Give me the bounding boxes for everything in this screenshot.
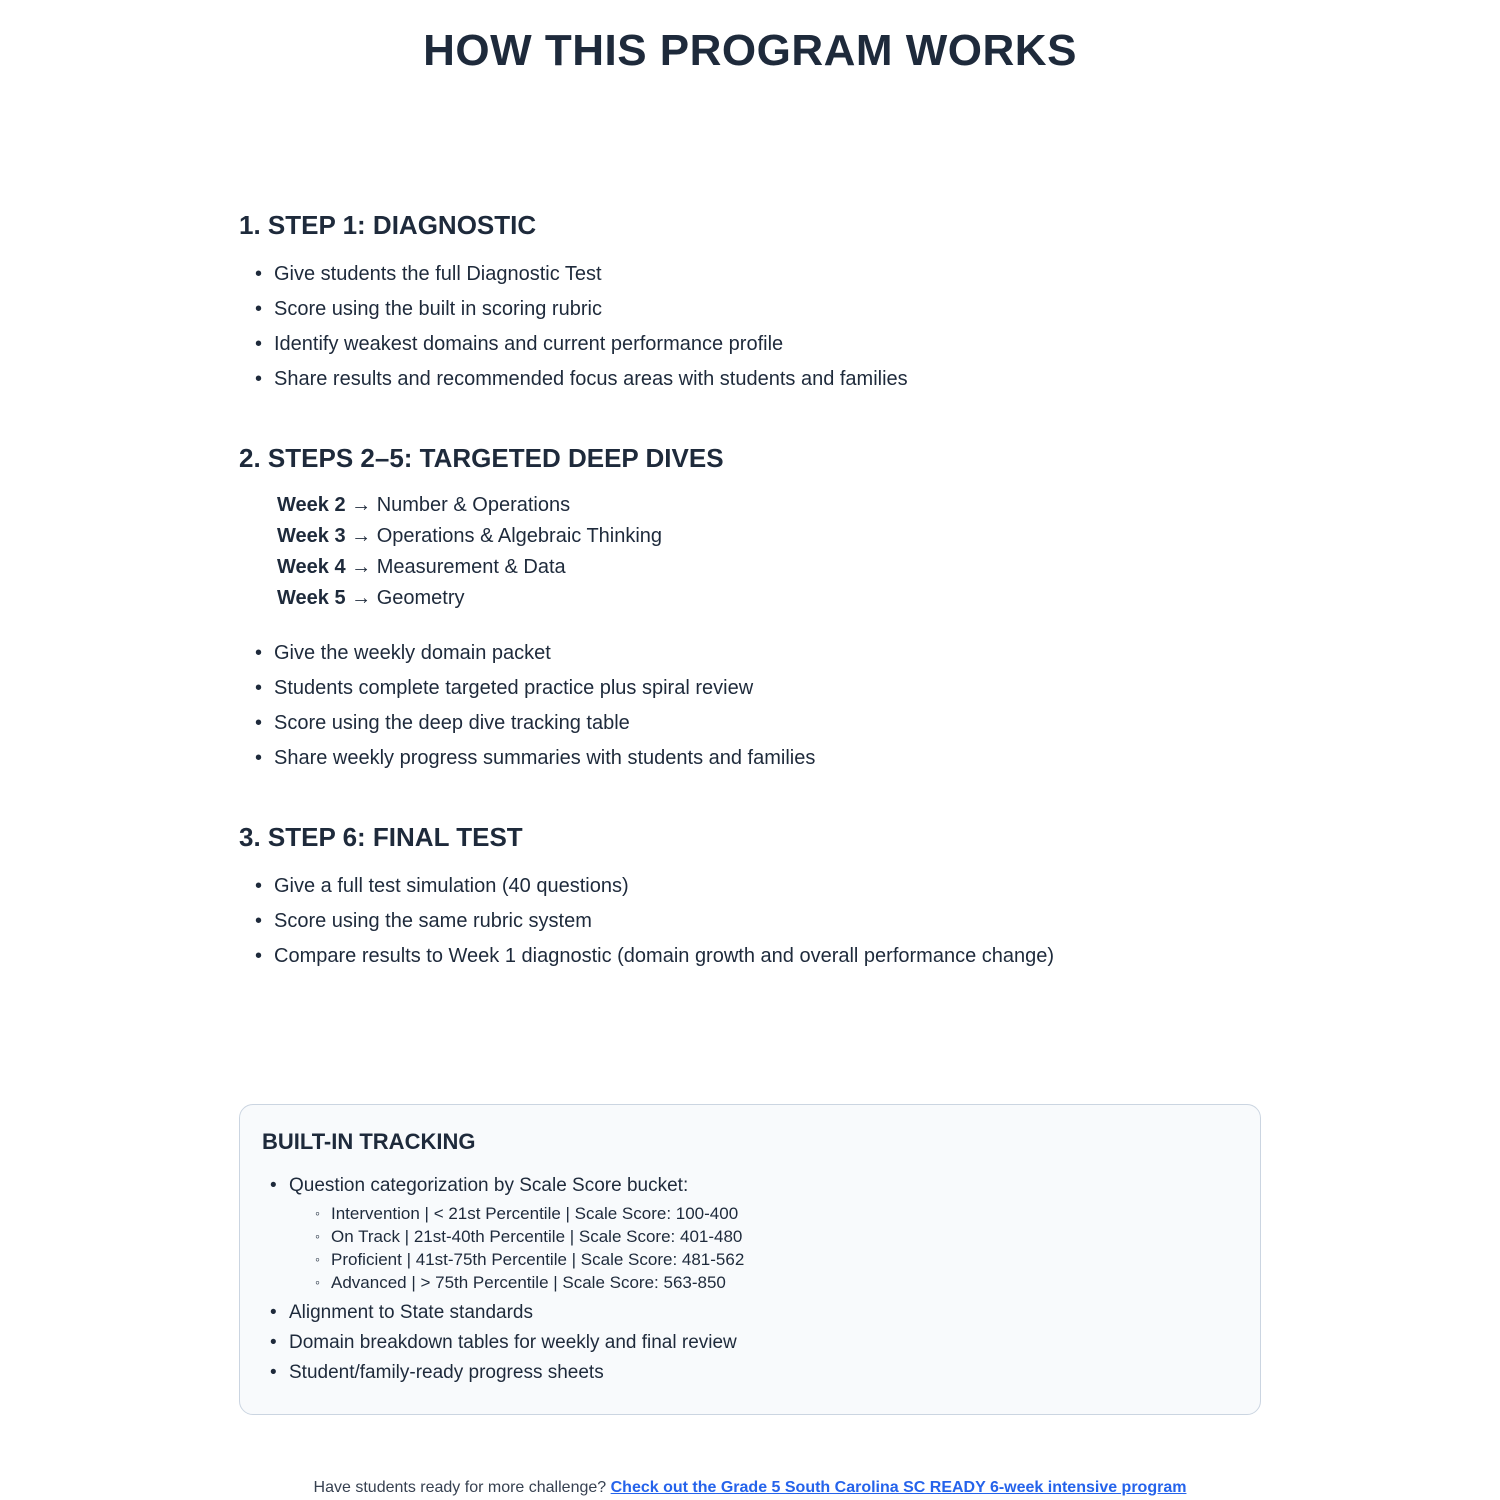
section-title: STEP 6: FINAL TEST xyxy=(267,822,523,852)
section-title: STEP 1: DIAGNOSTIC xyxy=(267,210,537,240)
bullet-item: • Give a full test simulation (40 questions) xyxy=(255,869,1261,904)
bullet-item: • Share results and recommended focus areas with students and families xyxy=(255,362,1261,397)
bullet-item: • Score using the built in scoring rubric xyxy=(255,292,1261,327)
section-number: 1. xyxy=(239,210,261,240)
section-heading xyxy=(239,822,1261,853)
page-title: HOW THIS PROGRAM WORKS xyxy=(423,26,1077,75)
section-step-6-final-test xyxy=(239,822,1261,974)
week-topic: → Geometry xyxy=(351,587,465,609)
tracking-panel-heading: BUILT-IN TRACKING xyxy=(262,1129,476,1154)
bullet-item: • Share weekly progress summaries with students and families xyxy=(255,741,1261,776)
footer-prompt: Have students ready for more challenge? xyxy=(313,1479,607,1496)
week-mapping xyxy=(277,490,1261,521)
scale-score-bucket-intro: Question categorization by Scale Score bucket: xyxy=(289,1175,689,1196)
score-bucket-item: ◦ Advanced | > 75th Percentile | Scale Score: 563-850 xyxy=(315,1271,1234,1294)
bullet-list xyxy=(239,869,1261,974)
section-number: 2. xyxy=(239,443,261,473)
bullet-item: • Students complete targeted practice plus spiral review xyxy=(255,671,1261,706)
bullet-list xyxy=(239,636,1261,776)
week-label: Week 5 xyxy=(277,587,346,609)
week-label: Week 4 xyxy=(277,556,346,578)
week-topic: → Operations & Algebraic Thinking xyxy=(351,525,663,547)
footer xyxy=(239,1479,1261,1497)
score-bucket-list xyxy=(289,1202,1234,1294)
section-steps-2-5-deep-dives xyxy=(239,443,1261,776)
sections-list xyxy=(239,210,1261,974)
week-schedule xyxy=(277,490,1261,614)
section-title: STEPS 2–5: TARGETED DEEP DIVES xyxy=(267,443,724,473)
bullet-item: • Score using the deep dive tracking table xyxy=(255,706,1261,741)
tracking-bullet-item: • Alignment to State standards xyxy=(270,1298,1234,1328)
score-bucket-item: ◦ On Track | 21st-40th Percentile | Scale Score: 401-480 xyxy=(315,1225,1234,1248)
week-mapping xyxy=(277,552,1261,583)
section-number: 3. xyxy=(239,822,261,852)
bullet-item: • Identify weakest domains and current performance profile xyxy=(255,327,1261,362)
score-bucket-item: ◦ Proficient | 41st-75th Percentile | Scale Score: 481-562 xyxy=(315,1248,1234,1271)
bullet-item: • Score using the same rubric system xyxy=(255,904,1261,939)
tracking-bullet-list xyxy=(262,1171,1234,1388)
section-heading xyxy=(239,210,1261,241)
intensive-program-link[interactable]: Check out the Grade 5 South Carolina SC READY 6-week intensive program xyxy=(610,1479,1187,1496)
bullet-item: • Give the weekly domain packet xyxy=(255,636,1261,671)
page-container xyxy=(239,0,1261,1497)
section-step-1-diagnostic xyxy=(239,210,1261,397)
week-topic: → Number & Operations xyxy=(351,494,571,516)
built-in-tracking-panel xyxy=(239,1104,1261,1415)
week-topic: → Measurement & Data xyxy=(351,556,566,578)
week-label: Week 2 xyxy=(277,494,346,516)
bullet-item: • Compare results to Week 1 diagnostic (domain growth and overall performance change) xyxy=(255,939,1261,974)
tracking-bullet-item: • Domain breakdown tables for weekly and final review xyxy=(270,1328,1234,1358)
tracking-bullet-item: • Student/family-ready progress sheets xyxy=(270,1358,1234,1388)
week-label: Week 3 xyxy=(277,525,346,547)
section-heading xyxy=(239,443,1261,474)
week-mapping xyxy=(277,521,1261,552)
bullet-item: • Give students the full Diagnostic Test xyxy=(255,257,1261,292)
tracking-bullet-item xyxy=(270,1171,1234,1294)
bullet-list xyxy=(239,257,1261,397)
week-mapping xyxy=(277,583,1261,614)
score-bucket-item: ◦ Intervention | < 21st Percentile | Scale Score: 100-400 xyxy=(315,1202,1234,1225)
